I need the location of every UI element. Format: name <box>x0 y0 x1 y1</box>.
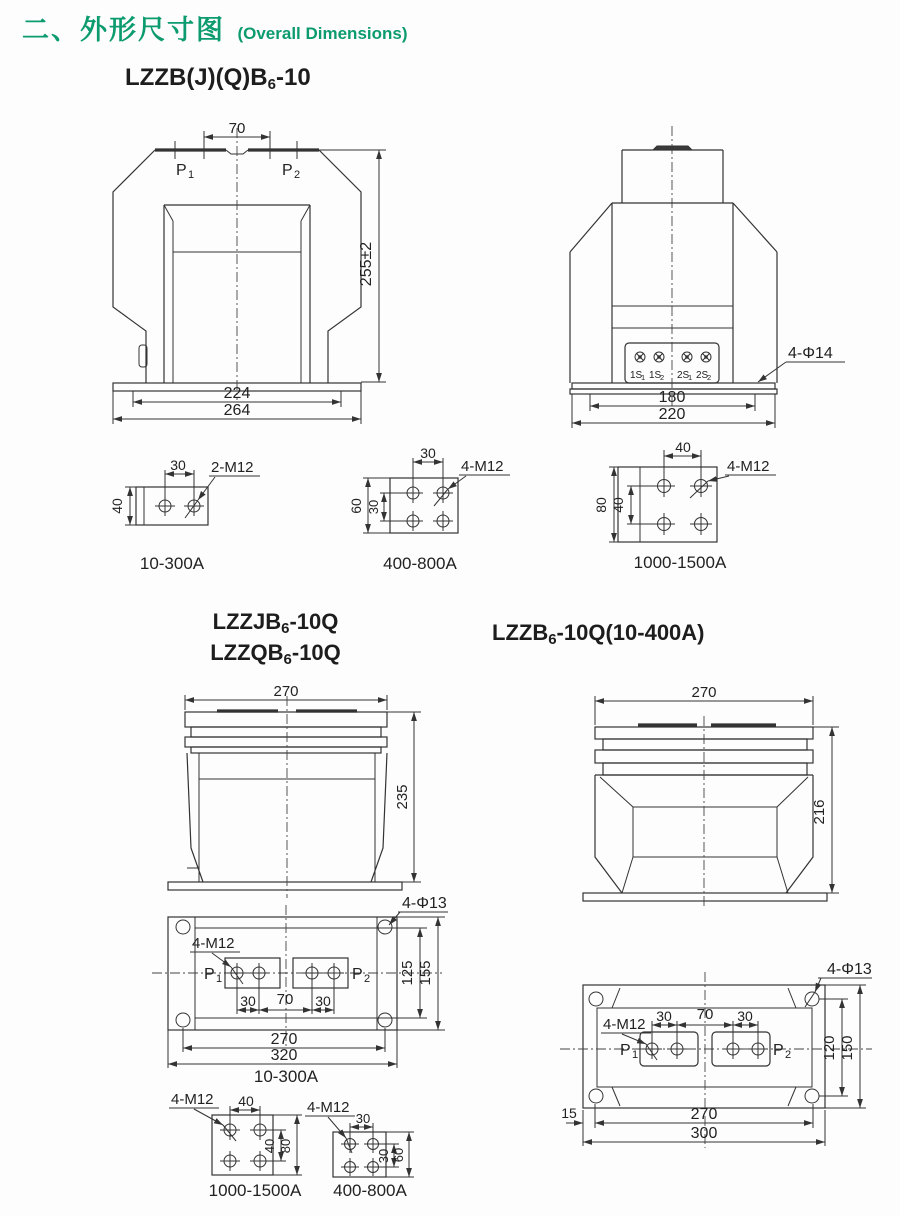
dim-30b: 30 <box>366 499 381 515</box>
hole-label-2m12: 2-M12 <box>211 459 254 476</box>
dim-30b: 30 <box>737 1008 753 1024</box>
dim-60: 60 <box>391 1147 406 1163</box>
front-view-lzzb <box>113 120 386 424</box>
label-p2-sub: 2 <box>294 169 301 181</box>
dim-70: 70 <box>228 120 246 137</box>
dim-264: 264 <box>223 402 251 419</box>
plan-view-lzzb-10q <box>560 961 872 1148</box>
terminal-2s2: 2S <box>696 370 709 381</box>
caption-10-300a: 10-300A <box>253 1067 319 1086</box>
hole-label-4m12: 4-M12 <box>192 935 235 952</box>
dim-320: 320 <box>270 1047 298 1064</box>
svg-text:1: 1 <box>641 373 646 382</box>
dim-30a: 30 <box>240 993 256 1009</box>
caption-1000-1500a: 1000-1500A <box>208 1181 302 1200</box>
dim-40b: 40 <box>610 497 626 513</box>
dim-224: 224 <box>223 385 251 402</box>
model-pre: LZZB(J)(Q)B <box>125 64 268 91</box>
hole-label-phi13: 4-Φ13 <box>827 961 872 978</box>
plate-10-300a <box>109 457 260 573</box>
dim-270: 270 <box>691 684 717 701</box>
dim-270: 270 <box>270 1031 298 1048</box>
svg-text:2: 2 <box>660 373 665 382</box>
side-view-lzzjb <box>168 683 448 925</box>
model-post: -10 <box>275 64 311 91</box>
dim-60: 60 <box>348 498 364 514</box>
label-p2: P <box>773 1042 784 1059</box>
terminal-1s2: 1S <box>649 370 662 381</box>
model-title-line1: $LZZJB_6-10Q$ <box>212 609 339 637</box>
dim-40: 40 <box>109 498 125 514</box>
svg-text:1: 1 <box>688 373 693 382</box>
label-p1: P <box>204 966 215 983</box>
svg-text:1: 1 <box>632 1049 639 1061</box>
dim-270: 270 <box>690 1106 718 1123</box>
hole-label-4m12: 4-M12 <box>603 1016 646 1033</box>
dim-255: 255±2 <box>358 241 375 287</box>
plate2-1000-1500a <box>169 1091 302 1200</box>
plan-view-lzzjb <box>152 905 445 1086</box>
dim-270: 270 <box>273 683 299 700</box>
terminal-2s1: 2S <box>677 370 690 381</box>
side-view-lzzb-10q <box>583 684 839 908</box>
dim-40b: 40 <box>262 1138 277 1154</box>
dim-150: 150 <box>839 1035 856 1061</box>
terminal-screws <box>635 352 711 362</box>
caption-1000-1500a: 1000-1500A <box>633 553 727 572</box>
dim-30b: 30 <box>315 993 331 1009</box>
hole-label-4m12: 4-M12 <box>171 1091 214 1108</box>
label-p1: P <box>176 162 187 179</box>
dim-30a: 30 <box>656 1008 672 1024</box>
dim-300: 300 <box>690 1125 718 1142</box>
side-view-lzzb <box>570 126 845 428</box>
dim-30: 30 <box>355 1111 371 1126</box>
dim-216: 216 <box>811 799 828 825</box>
hole-label-4m12: 4-M12 <box>307 1099 350 1116</box>
label-p1: P <box>620 1042 631 1059</box>
dim-120: 120 <box>821 1035 838 1061</box>
svg-text:2: 2 <box>707 373 712 382</box>
caption-10-300a: 10-300A <box>139 554 205 573</box>
dim-30: 30 <box>170 457 186 473</box>
caption-400-800a: 400-800A <box>333 1181 407 1200</box>
hole-label-phi13: 4-Φ13 <box>402 895 447 912</box>
dim-30: 30 <box>420 445 436 461</box>
dim-70: 70 <box>696 1006 714 1023</box>
plate-400-800a <box>348 445 510 573</box>
dim-155: 155 <box>417 960 434 986</box>
svg-text:2: 2 <box>364 973 371 985</box>
label-p2: P <box>352 966 363 983</box>
page-title-en: (Overall Dimensions) <box>237 24 408 43</box>
caption-400-800a: 400-800A <box>383 554 457 573</box>
hole-label-4m12: 4-M12 <box>461 458 504 475</box>
dim-15: 15 <box>561 1105 577 1121</box>
dim-125: 125 <box>399 960 416 986</box>
label-p2: P <box>282 162 293 179</box>
model-title-line2: $LZZQB_6-10Q$ <box>210 640 341 668</box>
dim-220: 220 <box>658 406 686 423</box>
hole-label-4m12: 4-M12 <box>727 458 770 475</box>
dim-40: 40 <box>238 1093 254 1109</box>
hole-label-phi14: 4-Φ14 <box>788 345 833 362</box>
terminal-1s1: 1S <box>630 370 643 381</box>
dim-235: 235 <box>394 784 411 810</box>
dim-70: 70 <box>276 991 294 1008</box>
plate-1000-1500a <box>593 439 776 572</box>
dim-80: 80 <box>278 1138 293 1154</box>
dim-40: 40 <box>675 439 691 455</box>
model-sub: 6 <box>267 76 276 93</box>
dim-30b: 30 <box>376 1148 391 1164</box>
svg-text:2: 2 <box>785 1049 792 1061</box>
dim-180: 180 <box>658 389 686 406</box>
plate2-400-800a <box>305 1099 414 1200</box>
model-title-lzzb-10q: $LZZB_6-10Q(10-400A)$ <box>492 620 705 648</box>
dim-80: 80 <box>593 497 609 513</box>
page-title: 二、外形尺寸图 <box>22 15 225 45</box>
svg-text:1: 1 <box>216 973 223 985</box>
label-p1-sub: 1 <box>188 169 195 181</box>
